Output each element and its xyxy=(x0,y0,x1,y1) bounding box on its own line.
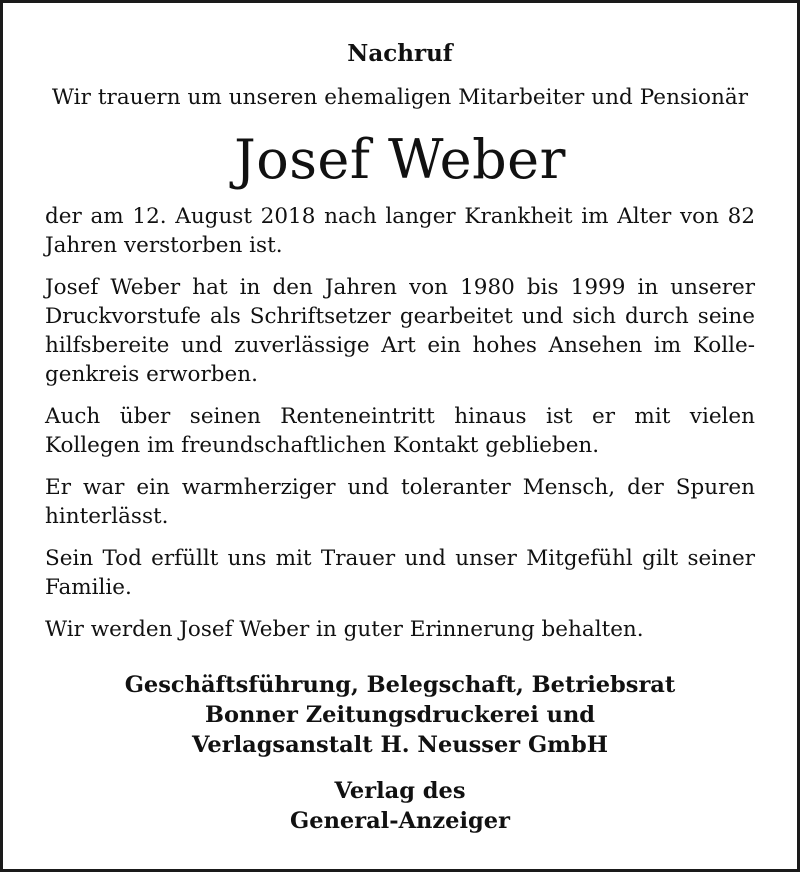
signature-line: General-Anzeiger xyxy=(290,808,510,834)
signature-line: Verlagsanstalt H. Neusser GmbH xyxy=(192,732,608,758)
paragraph-career: Josef Weber hat in den Jahren von 1980 bis 1999 in unserer Druckvorstufe als Schriftsetzer gearbeitet und sich durch seine hilfsbereite und zuverlässige Art ein hohes Ansehen im Kollegenkreis erworben. xyxy=(45,275,755,387)
paragraph-condolence: Sein Tod erfüllt uns mit Trauer und unser Mitgefühl gilt seiner Familie. xyxy=(45,546,755,600)
paragraph-retirement: Auch über seinen Renteneintritt hinaus ist er mit vielen Kollegen im freundschaftlichen Kontakt geblieben. xyxy=(45,404,755,458)
signature-line: Geschäftsführung, Belegschaft, Betriebsrat xyxy=(124,672,676,698)
signature-line: Verlag des xyxy=(334,778,466,804)
notice-intro: Wir trauern um unseren ehemaligen Mitarbeiter und Pensionär xyxy=(51,85,749,110)
notice-heading: Nachruf xyxy=(347,40,453,67)
paragraph-death-date: der am 12. August 2018 nach langer Krankheit im Alter von 82 Jahren verstorben ist. xyxy=(45,204,755,258)
signature-line: Bonner Zeitungsdruckerei und xyxy=(204,702,596,728)
paragraph-remembrance: Wir werden Josef Weber in guter Erinnerung behalten. xyxy=(45,617,644,642)
paragraph-character: Er war ein warmherziger und toleranter Mensch, der Spuren hinterlässt. xyxy=(45,475,755,529)
signature-block-publisher xyxy=(45,776,755,836)
signature-block-company xyxy=(45,670,755,760)
deceased-name: Josef Weber xyxy=(234,128,566,191)
